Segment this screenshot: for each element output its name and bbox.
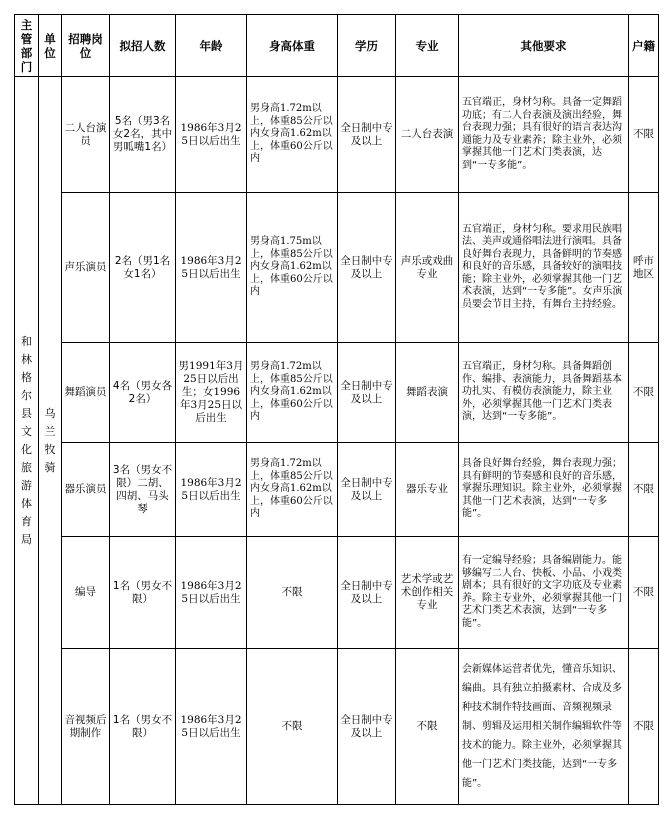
header-hukou: 户籍 — [629, 15, 659, 77]
count-cell: 3名（男女不限）二胡、四胡、马头琴 — [110, 443, 176, 537]
position-cell: 器乐演员 — [62, 443, 110, 537]
other-requirements-cell: 具备良好舞台经验，舞台表现力强；具有鲜明的节奏感和良好的音乐感，掌握乐理知识。除主业外，必须掌握其他一门艺术表演，达到“一专多能”。 — [459, 443, 629, 537]
major-cell: 器乐专业 — [396, 443, 459, 537]
education-cell: 全日制中专及以上 — [338, 649, 396, 805]
unit-text: 乌 兰 牧 骑 — [44, 406, 56, 474]
age-cell: 1986年3月25日以后出生 — [176, 193, 247, 343]
hukou-cell: 不限 — [629, 343, 659, 443]
header-count: 拟招人数 — [110, 15, 176, 77]
age-cell: 1986年3月25日以后出生 — [176, 649, 247, 805]
education-cell: 全日制中专及以上 — [338, 193, 396, 343]
table-row — [15, 443, 659, 537]
count-cell: 5名（男3名女2名，其中男呱嘴1名） — [110, 77, 176, 193]
table-row — [15, 77, 659, 193]
table-row — [15, 649, 659, 805]
header-education: 学历 — [338, 15, 396, 77]
other-requirements-cell: 五官端正，身材匀称。具备舞蹈创作、编排、表演能力，具备舞蹈基本功扎实、有模仿表演能力，除主业外，必须掌握其他一门艺术门类表演，达到“一专多能”。 — [459, 343, 629, 443]
education-cell: 全日制中专及以上 — [338, 77, 396, 193]
education-cell: 全日制中专及以上 — [338, 537, 396, 649]
other-requirements-cell: 五官端正，身材匀称。要求用民族唱法、美声或通俗唱法进行演唱。具备良好舞台表现力，具备鲜明的节奏感和良好的音乐感，具备较好的演唱技能；除主业外，必须掌握其他一门艺术表演，达到“一专多能”。女声乐演员要会节目主持，有舞台主持经验。 — [459, 193, 629, 343]
dept-text: 和 林 格 尔 县 文 化 旅 游 体 育 局 — [21, 334, 32, 546]
other-requirements-cell: 五官端正，身材匀称。具备一定舞蹈功底；有二人台表演及演出经验，舞台表现力强；具有很好的语言表达沟通能力及专业素养；除主业外，必须掌握其他一门艺术门类表演，达到“一专多能”。 — [459, 77, 629, 193]
header-other: 其他要求 — [459, 15, 629, 77]
height-weight-cell: 男身高1.72m以上，体重85公斤以内女身高1.62m以上，体重60公斤以内 — [247, 77, 338, 193]
height-weight-cell: 不限 — [247, 649, 338, 805]
position-cell: 二人台演员 — [62, 77, 110, 193]
other-requirements-cell: 会新媒体运营者优先，懂音乐知识、编曲。具有独立拍摄素材、合成及多种技术制作特技画面、音频视频录制、剪辑及运用相关制作编辑软件等技术的能力。除主业外，必须掌握其他一门艺术门类技能，达到“一专多能”。 — [459, 649, 629, 805]
height-weight-cell: 男身高1.72m以上，体重85公斤以内女身高1.62m以上，体重60公斤以内 — [247, 343, 338, 443]
count-cell: 1名（男女不限） — [110, 537, 176, 649]
hukou-cell: 不限 — [629, 649, 659, 805]
dept-cell — [15, 77, 39, 805]
height-weight-cell: 不限 — [247, 537, 338, 649]
header-dept: 主管部门 — [15, 15, 39, 77]
age-cell: 男1991年3月25日以后出生；女1996年3月25日以后出生 — [176, 343, 247, 443]
table-row — [15, 343, 659, 443]
hukou-cell: 不限 — [629, 537, 659, 649]
age-cell: 1986年3月25日以后出生 — [176, 77, 247, 193]
education-cell: 全日制中专及以上 — [338, 343, 396, 443]
major-cell: 不限 — [396, 649, 459, 805]
height-weight-cell: 男身高1.72m以上，体重85公斤以内女身高1.62m以上，体重60公斤以内 — [247, 443, 338, 537]
table-row — [15, 193, 659, 343]
unit-cell — [39, 77, 62, 805]
major-cell: 舞蹈表演 — [396, 343, 459, 443]
position-cell: 舞蹈演员 — [62, 343, 110, 443]
header-unit: 单位 — [39, 15, 62, 77]
count-cell: 2名（男1名女1名） — [110, 193, 176, 343]
header-age: 年龄 — [176, 15, 247, 77]
hukou-cell: 不限 — [629, 77, 659, 193]
hukou-cell: 不限 — [629, 443, 659, 537]
major-cell: 二人台表演 — [396, 77, 459, 193]
recruitment-table — [14, 14, 659, 805]
education-cell: 全日制中专及以上 — [338, 443, 396, 537]
position-cell: 编导 — [62, 537, 110, 649]
table-row — [15, 537, 659, 649]
header-row — [15, 15, 659, 77]
height-weight-cell: 男身高1.75m以上，体重85公斤以内女身高1.62m以上，体重60公斤以内 — [247, 193, 338, 343]
header-height-weight: 身高体重 — [247, 15, 338, 77]
count-cell: 1名（男女不限） — [110, 649, 176, 805]
header-position: 招聘岗位 — [62, 15, 110, 77]
position-cell: 音视频后期制作 — [62, 649, 110, 805]
age-cell: 1986年3月25日以后出生 — [176, 537, 247, 649]
hukou-cell: 呼市地区 — [629, 193, 659, 343]
other-requirements-cell: 有一定编导经验；具备编剧能力。能够编写二人台、快板、小品、小戏类剧本；具有很好的文字功底及专业素养。除主专业外，必须掌握其他一门艺术门类艺术表演，达到“一专多能”。 — [459, 537, 629, 649]
age-cell: 1986年3月25日以后出生 — [176, 443, 247, 537]
count-cell: 4名（男女各2名） — [110, 343, 176, 443]
major-cell: 声乐或戏曲专业 — [396, 193, 459, 343]
position-cell: 声乐演员 — [62, 193, 110, 343]
header-major: 专业 — [396, 15, 459, 77]
major-cell: 艺术学或艺术创作相关专业 — [396, 537, 459, 649]
